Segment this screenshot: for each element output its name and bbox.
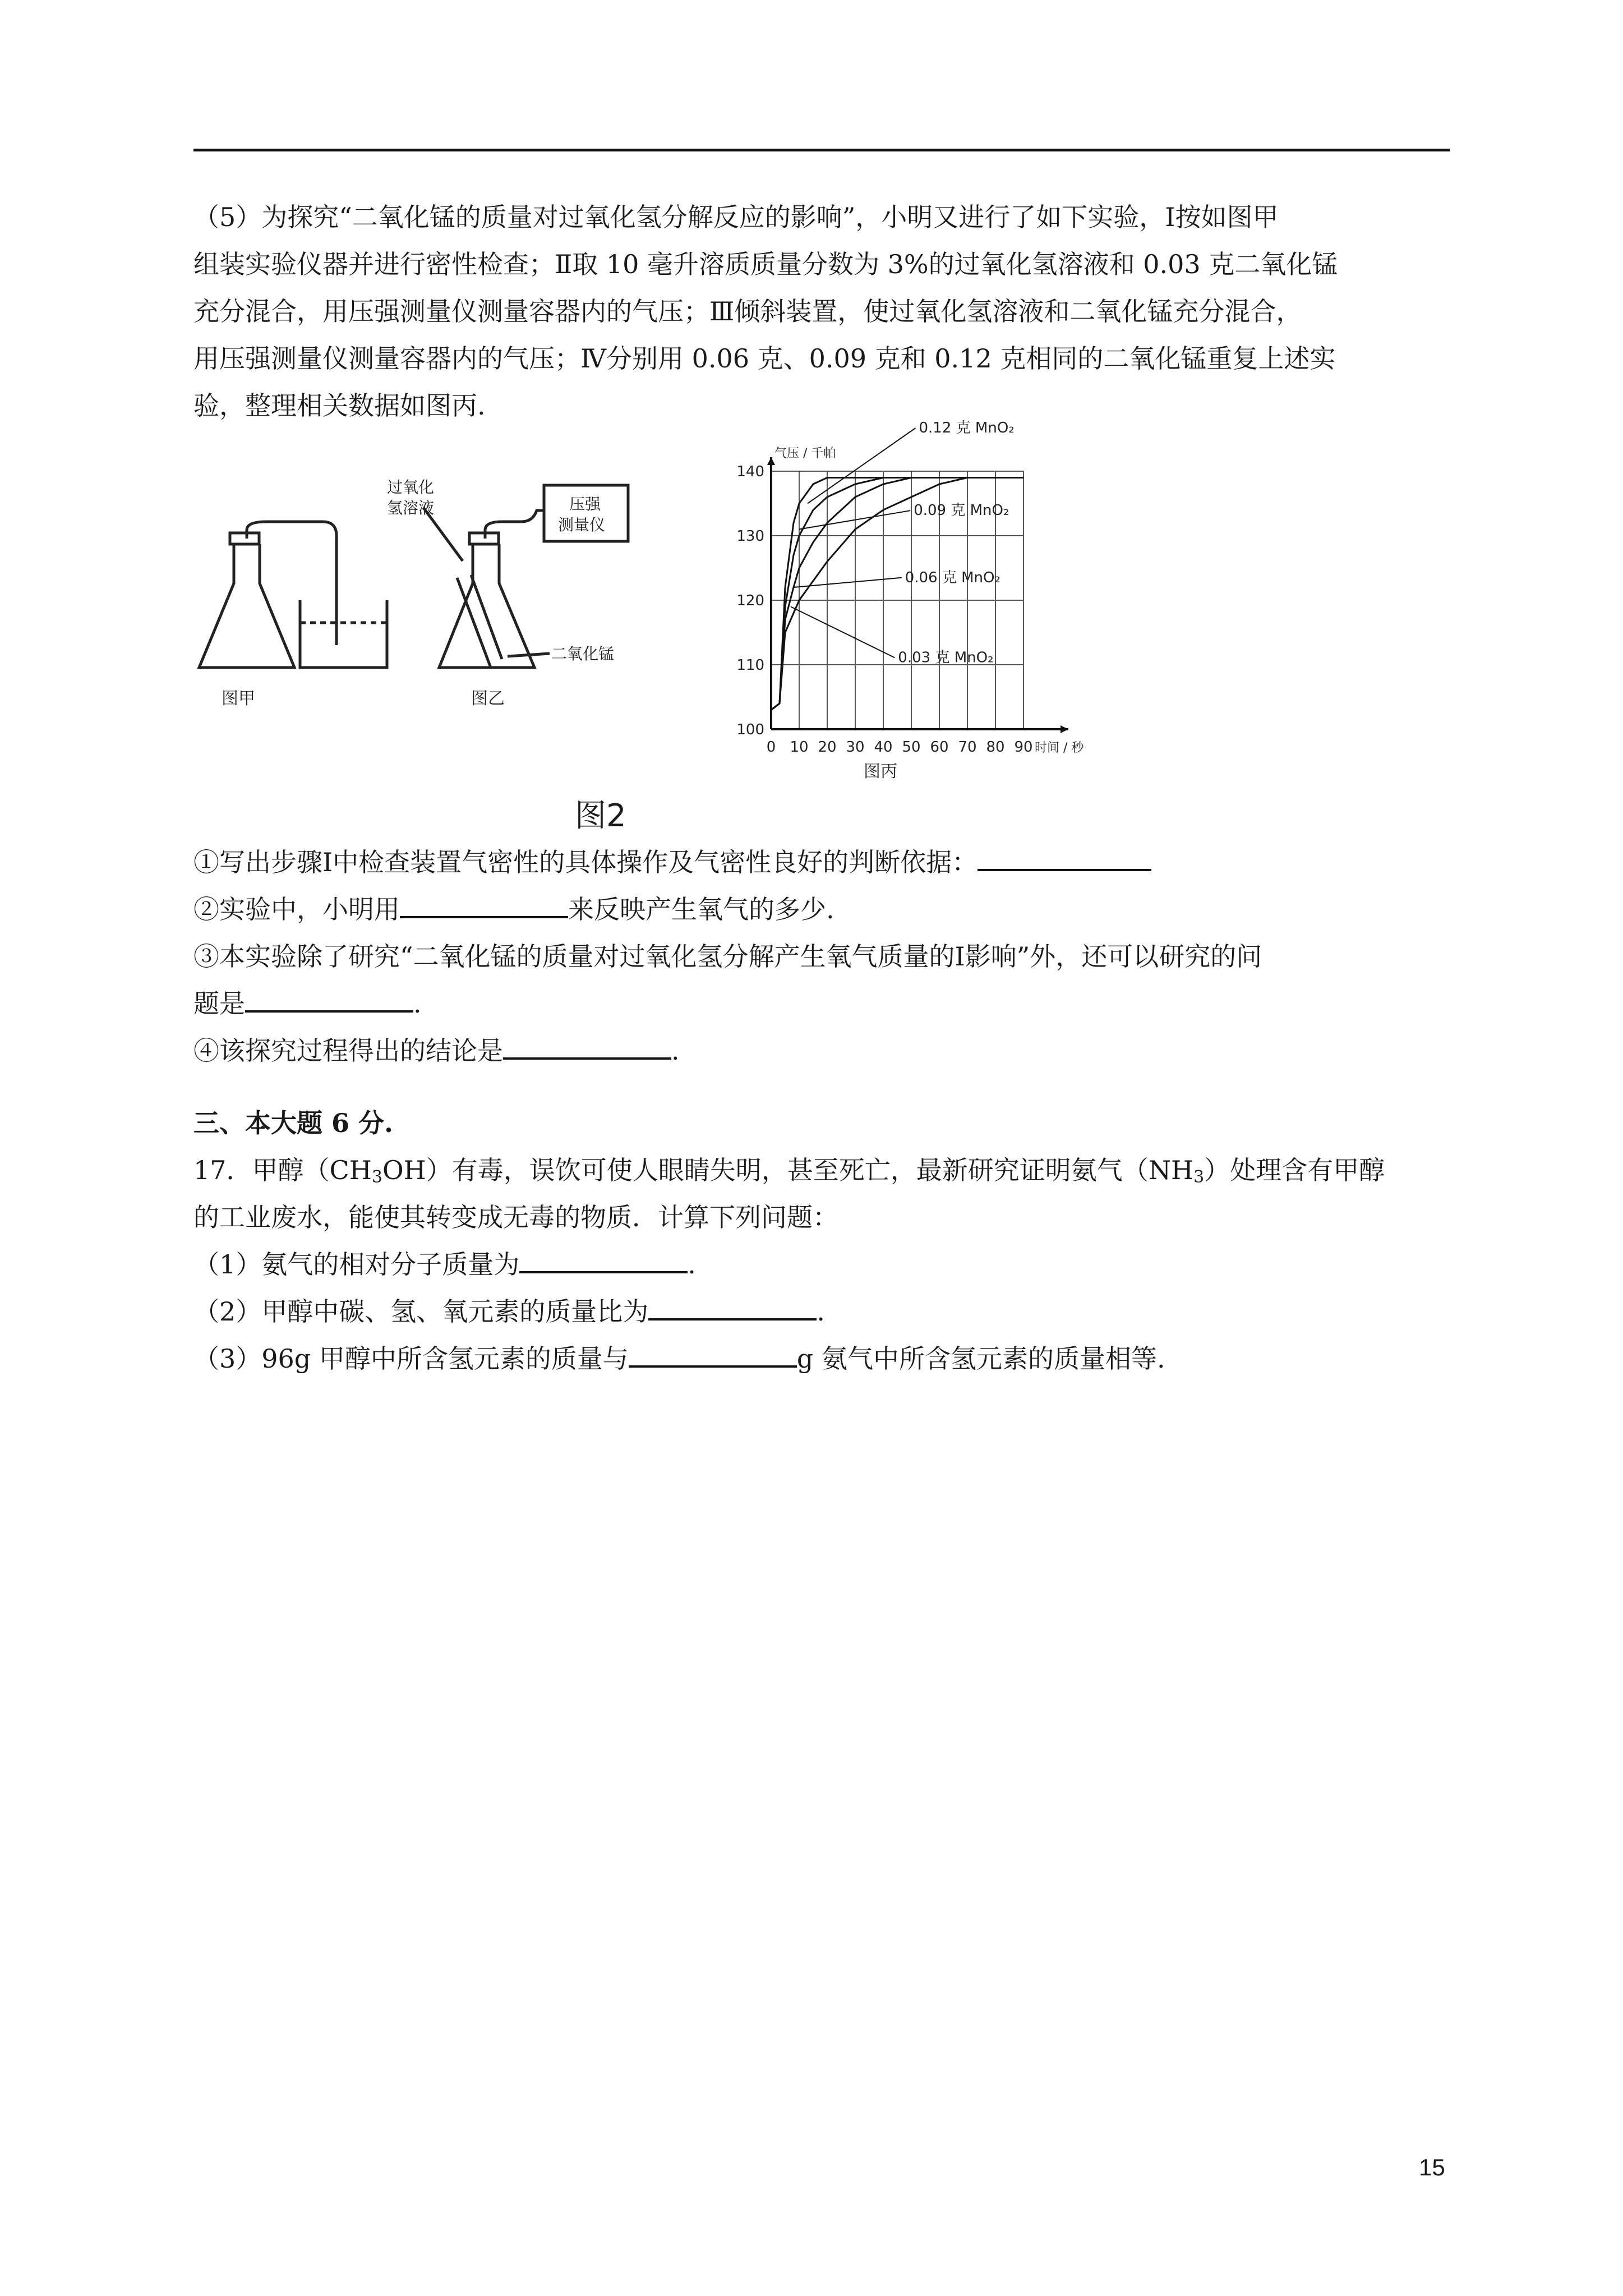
x-tick-label: 10 <box>790 739 809 756</box>
label-fig-bing: 图丙 <box>864 762 897 781</box>
answer-blank[interactable] <box>978 843 1151 871</box>
leader-line <box>508 654 550 656</box>
series-label: 0.12 克 MnO₂ <box>919 420 1015 436</box>
section-3 <box>193 1099 1450 1382</box>
page-number: 15 <box>1419 2154 1445 2180</box>
q17-text: OH）有毒，误饮可使人眼睛失明，甚至死亡，最新研究证明氨气（NH <box>382 1155 1194 1185</box>
y-tick-label: 110 <box>736 657 764 674</box>
text-line: 组装实验仪器并进行密性检查；Ⅱ取 10 毫升溶质质量分数为 3%的过氧化氢溶液和 0.03 克二氧化锰 <box>193 249 1338 279</box>
figure-2 <box>193 420 1450 836</box>
text-line: 验，整理相关数据如图丙. <box>193 390 486 421</box>
question-text: . <box>413 988 422 1019</box>
question-text: . <box>688 1249 696 1280</box>
question-text: （1）氨气的相对分子质量为 <box>193 1249 520 1280</box>
y-tick-label: 130 <box>736 528 764 545</box>
q16-part5-text <box>193 194 1450 429</box>
x-tick-label: 90 <box>1014 739 1033 756</box>
label-catalyst: 二氧化锰 <box>551 645 615 663</box>
question-3-line-2 <box>193 980 1450 1027</box>
x-tick-label: 40 <box>874 739 893 756</box>
q17-line-1 <box>193 1147 1450 1194</box>
water-trough <box>300 600 387 668</box>
text-line: （5）为探究“二氧化锰的质量对过氧化氢分解反应的影响”，小明又进行了如下实验，Ⅰ按如图甲 <box>193 202 1279 232</box>
test-tube <box>471 575 502 659</box>
test-tube <box>457 578 491 668</box>
x-tick-label: 50 <box>902 739 921 756</box>
question-text: . <box>671 1036 680 1066</box>
flask-stopper <box>230 533 259 544</box>
x-axis-arrow <box>1061 725 1068 733</box>
question-3-line-1: ③本实验除了研究“二氧化锰的质量对过氧化氢分解产生氧气质量的Ⅰ影响”外，还可以研究的问 <box>193 941 1262 972</box>
q17-text: 17．甲醇（CH <box>193 1155 372 1185</box>
y-axis-label: 气压 / 千帕 <box>774 447 836 461</box>
x-tick-label: 80 <box>986 739 1005 756</box>
series-leader-line <box>791 607 895 658</box>
header-rule <box>193 149 1450 151</box>
x-tick-label: 30 <box>846 739 865 756</box>
question-text: 题是 <box>193 988 245 1019</box>
y-tick-label: 140 <box>736 463 764 480</box>
figure-2-svg <box>193 420 1450 836</box>
series-label: 0.06 克 MnO₂ <box>905 569 1000 586</box>
x-tick-label: 20 <box>818 739 837 756</box>
answer-blank[interactable] <box>245 984 413 1013</box>
y-tick-label: 100 <box>736 721 764 738</box>
subscript: 3 <box>371 1167 382 1187</box>
question-text: 来反映产生氧气的多少. <box>568 894 834 924</box>
x-tick-label: 0 <box>766 739 776 756</box>
figure-caption: 图2 <box>575 798 626 834</box>
question-text: （3）96g 甲醇中所含氢元素的质量与 <box>193 1343 629 1374</box>
x-tick-label: 70 <box>958 739 977 756</box>
y-tick-label: 120 <box>736 592 764 609</box>
apparatus-jia <box>199 522 387 668</box>
question-text: ①写出步骤Ⅰ中检查装置气密性的具体操作及气密性良好的判断依据： <box>193 847 978 877</box>
question-2 <box>193 886 1450 933</box>
conical-flask <box>199 544 294 668</box>
subscript: 3 <box>1193 1167 1205 1187</box>
answer-blank[interactable] <box>629 1340 797 1368</box>
label-solution-2: 氢溶液 <box>387 499 435 517</box>
question-text: ②实验中，小明用 <box>193 894 400 924</box>
conical-flask <box>439 544 534 668</box>
x-tick-label: 60 <box>930 739 949 756</box>
answer-blank[interactable] <box>519 1245 688 1273</box>
text-line: 充分混合，用压强测量仪测量容器内的气压；Ⅲ倾斜装置，使过氧化氢溶液和二氧化锰充分混合， <box>193 296 1302 326</box>
q16-subquestions <box>193 839 1450 1074</box>
question-text: . <box>817 1296 825 1327</box>
y-axis-arrow <box>767 457 775 465</box>
answer-blank[interactable] <box>503 1032 671 1060</box>
q17-part-2 <box>193 1288 1450 1335</box>
question-text: （2）甲醇中碳、氢、氧元素的质量比为 <box>193 1296 649 1327</box>
label-fig-yi: 图乙 <box>471 689 505 708</box>
answer-blank[interactable] <box>648 1292 817 1320</box>
question-4 <box>193 1027 1450 1074</box>
chart-bing <box>736 420 1084 756</box>
question-1 <box>193 839 1450 886</box>
series-label: 0.09 克 MnO₂ <box>914 502 1009 519</box>
label-solution-1: 过氧化 <box>387 478 435 496</box>
text-line: 用压强测量仪测量容器内的气压；Ⅳ分别用 0.06 克、0.09 克和 0.12 克相同的二氧化锰重复上述实 <box>193 343 1336 374</box>
series-label: 0.03 克 MnO₂ <box>898 649 994 666</box>
label-meter-2: 测量仪 <box>558 516 606 534</box>
question-text: g 氨气中所含氢元素的质量相等. <box>796 1343 1165 1374</box>
section-heading: 三、本大题 6 分. <box>193 1108 394 1138</box>
answer-blank[interactable] <box>400 890 568 918</box>
label-meter-1: 压强 <box>569 495 601 513</box>
q17-line-2: 的工业废水，能使其转变成无毒的物质．计算下列问题： <box>193 1202 838 1232</box>
x-axis-label: 时间 / 秒 <box>1035 741 1084 755</box>
q17-text: ）处理含有甲醇 <box>1204 1155 1385 1185</box>
q17-part-1 <box>193 1241 1450 1288</box>
q17-part-3 <box>193 1335 1450 1382</box>
series-leader-line <box>808 428 916 504</box>
question-text: ④该探究过程得出的结论是 <box>193 1036 503 1066</box>
label-fig-jia: 图甲 <box>222 689 255 708</box>
